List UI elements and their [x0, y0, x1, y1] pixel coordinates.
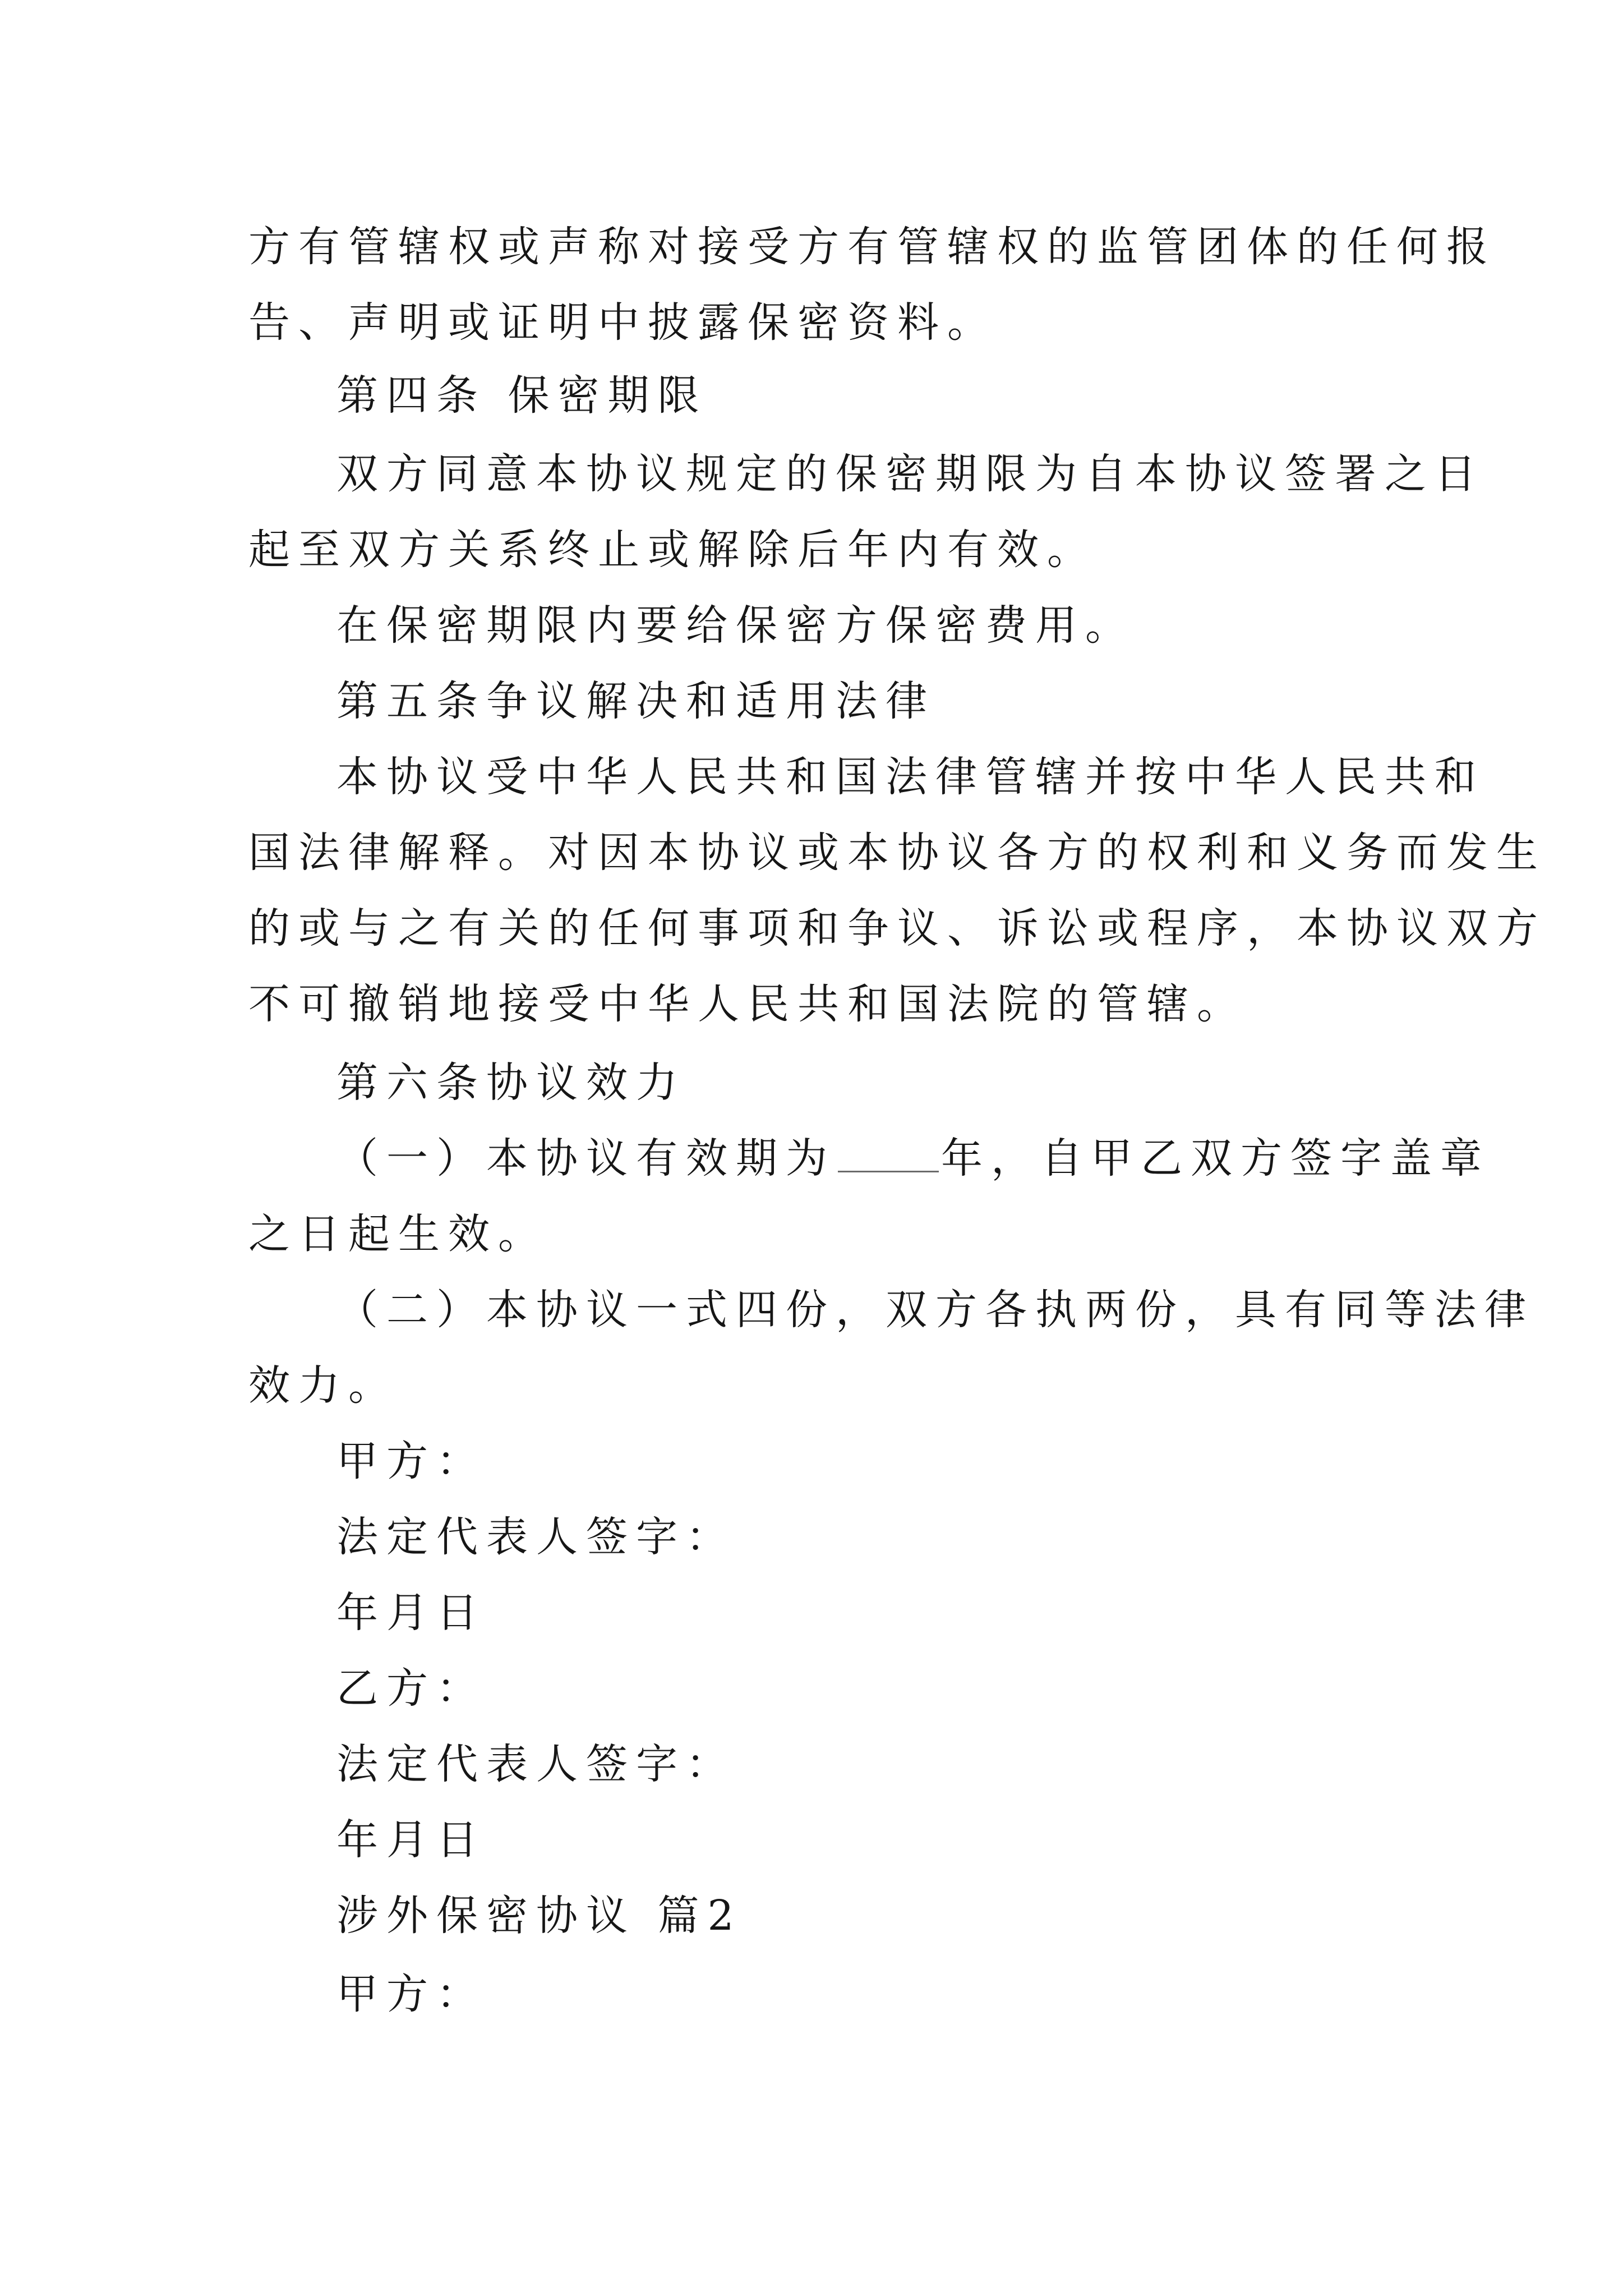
signature-field-label: 法定代表人签字： [336, 1513, 736, 1561]
body-text-line: 不可撤销地接受中华人民共和国法院的管辖。 [248, 980, 1247, 1028]
clause-text: 年，自甲乙双方签字盖章 [941, 1134, 1490, 1182]
body-text-line: 国法律解释。对因本协议或本协议各方的权利和义务而发生 [248, 829, 1546, 877]
body-text-line: 本协议受中华人民共和国法律管辖并按中华人民共和 [336, 753, 1484, 801]
body-text-line [336, 1130, 1490, 1186]
section-title: 涉外保密协议 篇2 [336, 1892, 743, 1940]
date-field-label: 年月日 [336, 1816, 486, 1864]
signature-field-label: 法定代表人签字： [336, 1740, 736, 1788]
body-text-line: 效力。 [248, 1361, 398, 1410]
article-heading: 第六条协议效力 [336, 1059, 686, 1107]
body-text-line: 之日起生效。 [248, 1210, 548, 1258]
clause-text: （一）本协议有效期为 [336, 1134, 836, 1182]
article-heading: 第四条 保密期限 [336, 371, 708, 420]
body-text-line: 起至双方关系终止或解除后年内有效。 [248, 526, 1097, 574]
signature-party-label: 乙方： [336, 1664, 486, 1713]
body-text-line: 方有管辖权或声称对接受方有管辖权的监管团体的任何报 [248, 223, 1496, 271]
body-text-line: 告、声明或证明中披露保密资料。 [248, 298, 997, 347]
body-text-line: 双方同意本协议规定的保密期限为自本协议签署之日 [336, 450, 1484, 498]
date-field-label: 年月日 [336, 1589, 486, 1637]
signature-party-label: 甲方： [336, 1437, 486, 1485]
body-text-line: 在保密期限内要给保密方保密费用。 [336, 601, 1135, 650]
body-text-line: （二）本协议一式四份，双方各执两份，具有同等法律 [336, 1286, 1534, 1334]
signature-party-label: 甲方： [336, 1970, 486, 2018]
article-heading: 第五条争议解决和适用法律 [336, 677, 935, 725]
fill-in-blank [838, 1130, 939, 1172]
body-text-line: 的或与之有关的任何事项和争议、诉讼或程序，本协议双方 [248, 904, 1546, 953]
